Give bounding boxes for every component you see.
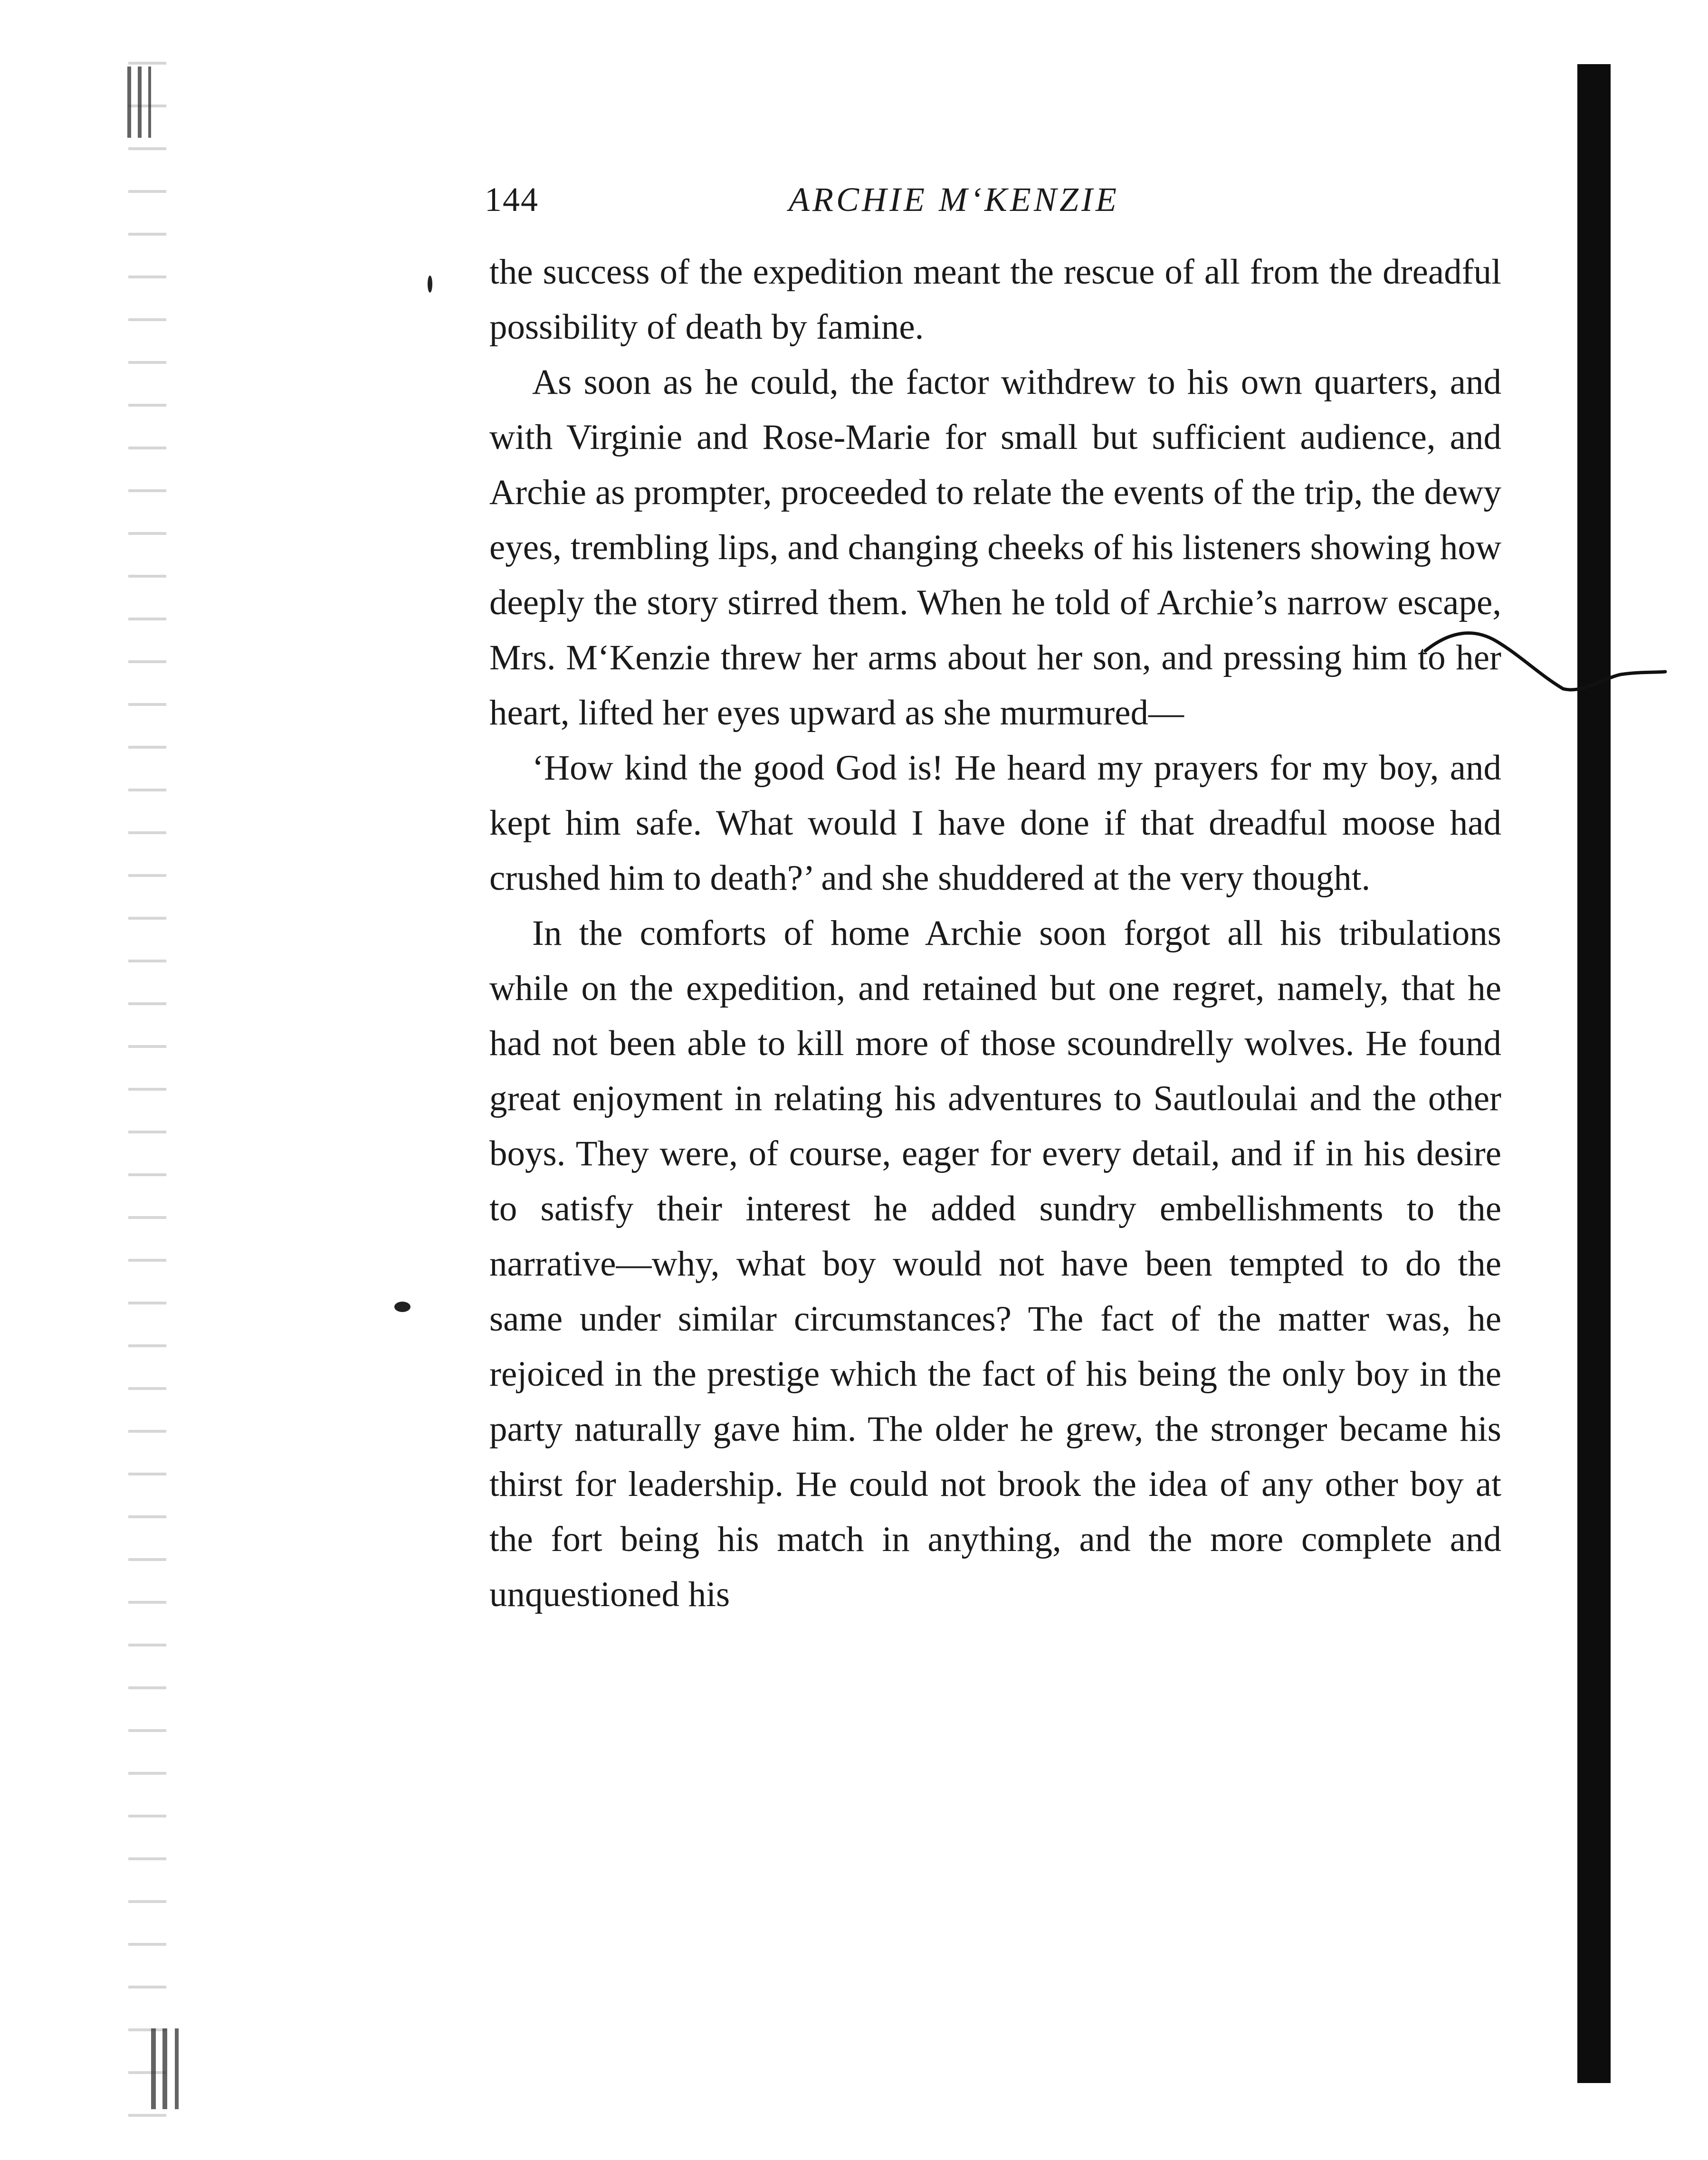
- paragraph: the success of the expedition meant the rescue of all from the dreadful possibility of death by famine.: [489, 252, 1501, 347]
- running-head: ARCHIE M‘KENZIE: [789, 181, 1119, 219]
- paragraph: ‘How kind the good God is! He heard my prayers for my boy, and kept him safe. What would I have done if that dreadful moose had crushed him to death?’ and she shuddered at the very thought.: [489, 748, 1501, 898]
- paragraph: In the comforts of home Archie soon forgot all his tribulations while on the expedition, and retained but one regret, namely, that he had not been able to kill more of those scoundrelly wolves. He found great enjoyment in relating his adventures to Sautloulai and the other boys. They were, of course, eager for every detail, and if in his desire to satisfy their interest he added sundry embellishments to the narrative—why, what boy would not have been tempted to do the same under similar circumstances? The fact of the matter was, he rejoiced in the prestige which the fact of his being the only boy in the party naturally gave him. The older he grew, the stronger became his thirst for leadership. He could not brook the idea of any other boy at the fort being his match in anything, and the more complete and unquestioned his: [489, 913, 1501, 1614]
- stray-ink-dot: [394, 1302, 410, 1312]
- scan-gutter-artifact: [128, 62, 166, 2119]
- binding-edge-shadow: [1577, 64, 1611, 2083]
- page-number: 144: [485, 181, 539, 219]
- stray-ink-dot: [428, 276, 432, 293]
- scan-gutter-artifact-bottom: [151, 2028, 227, 2109]
- body-text: [489, 245, 1501, 1622]
- page-header: [485, 176, 1506, 223]
- paragraph: As soon as he could, the factor withdrew to his own quarters, and with Virginie and Rose-Marie for small but sufficient audience, and Archie as prompter, proceeded to relate the events of the trip, the dewy eyes, trembling lips, and changing cheeks of his listeners showing how deeply the story stirred them. When he told of Archie’s narrow escape, Mrs. M‘Kenzie threw her arms about her son, and pressing him to her heart, lifted her eyes upward as she murmured—: [489, 362, 1501, 733]
